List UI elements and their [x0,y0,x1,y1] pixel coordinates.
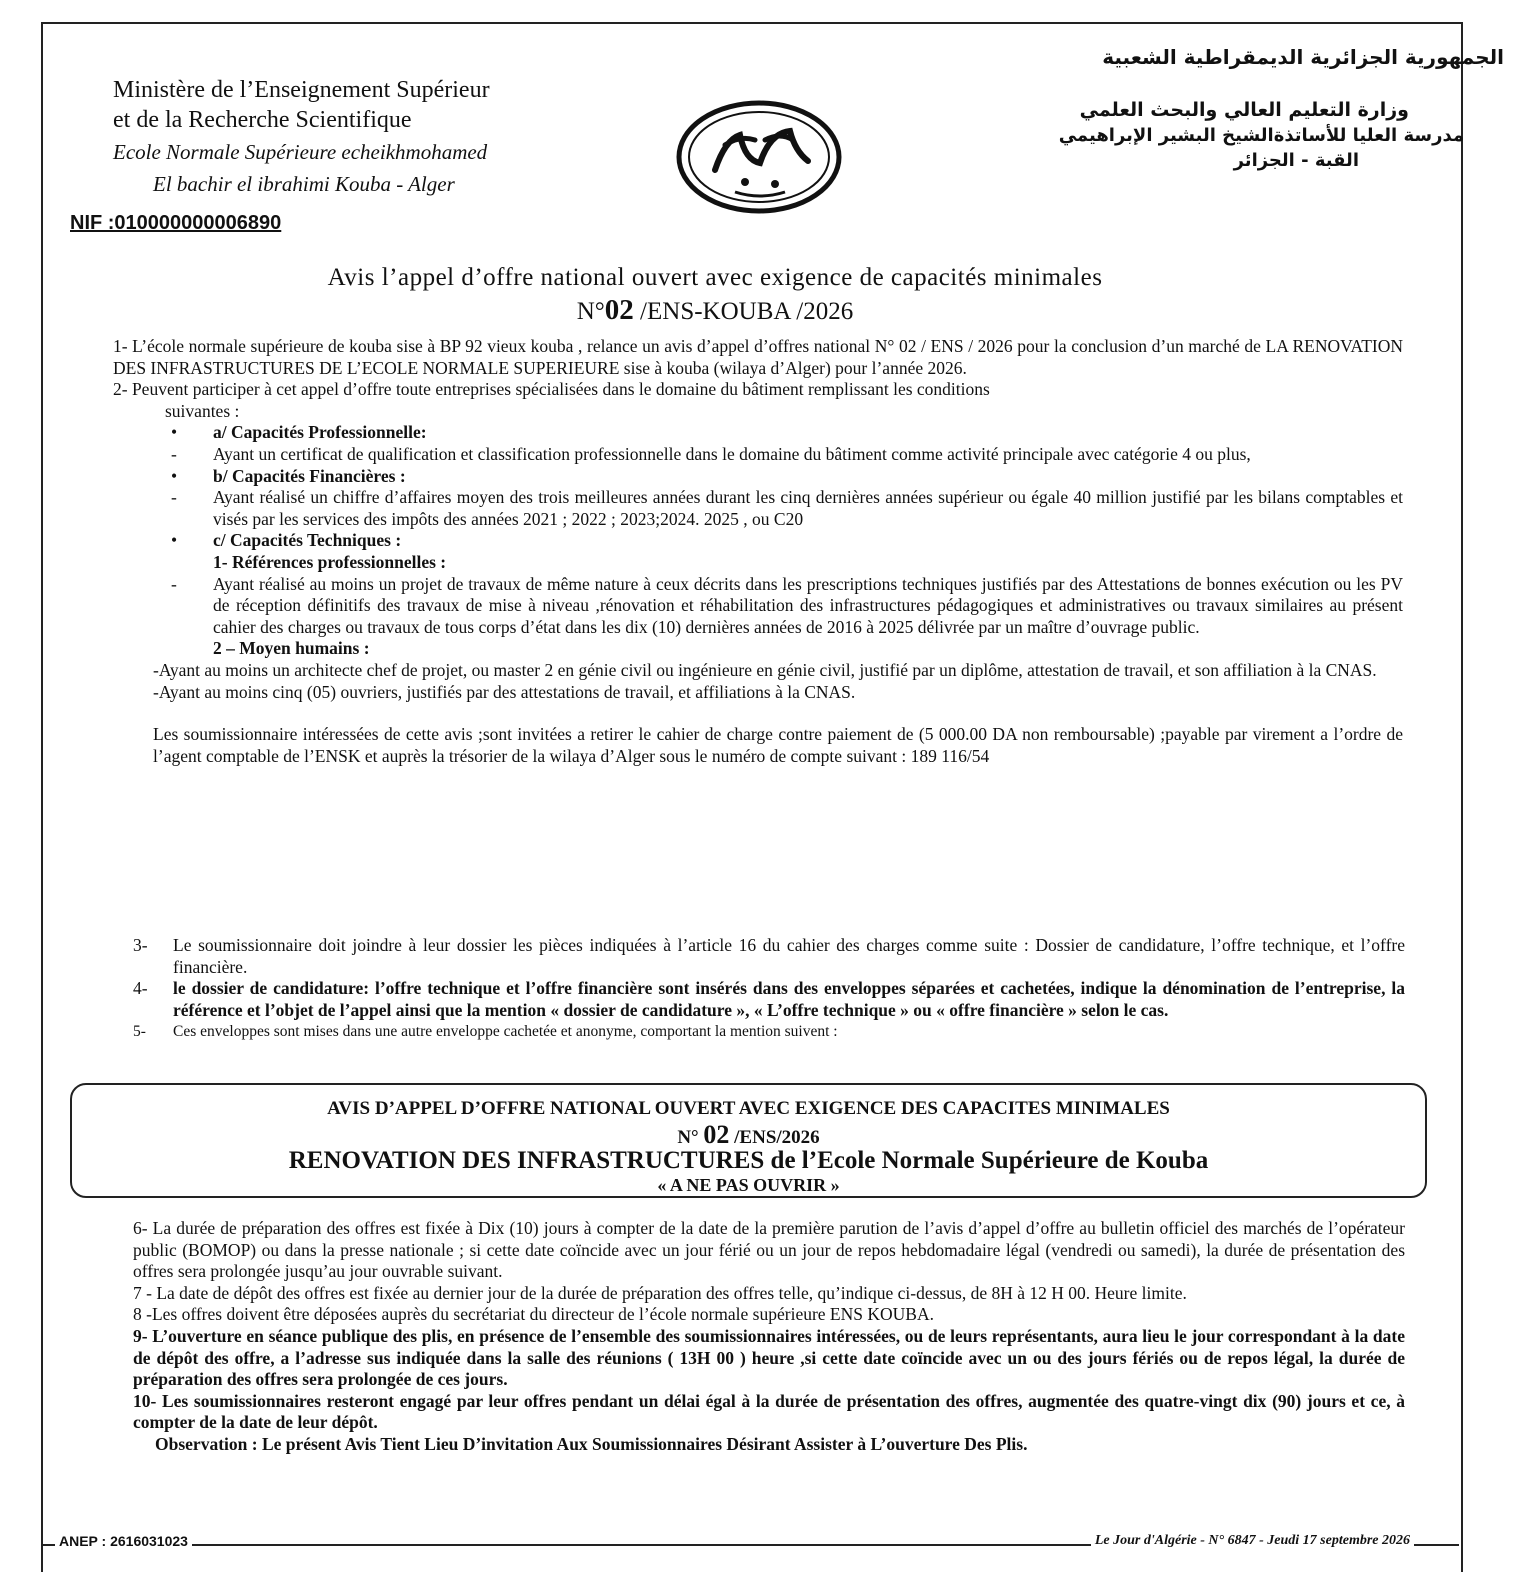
references-title [113,552,1403,574]
notice-number [0,294,1430,327]
box-project-title: RENOVATION DES INFRASTRUCTURES de l’Ecole Normale Supérieure de Kouba [288,1147,1209,1174]
section-5-number: 5- [133,1023,146,1041]
section-5 [133,1021,1405,1043]
notice-number-suffix: /ENS-KOUBA /2026 [640,298,854,325]
arabic-location: القبة - الجزائر [1233,150,1359,171]
school-line-1: Ecole Normale Supérieure echeikhmohamed [113,140,488,164]
notice-number-prefix: N° [576,298,605,325]
section-4-number: 4- [133,978,148,999]
financial-title: • b/ Capacités Financières : [113,466,1403,488]
arabic-ministry: وزارة التعليم العالي والبحث العلمي [1079,99,1409,121]
box-do-not-open: « A NE PAS OUVRIR » [657,1175,840,1195]
observation: Observation : Le présent Avis Tient Lieu D’invitation Aux Soumissionnaires Désirant Assister à L’ouverture Des Plis. [155,1433,1028,1454]
section-7: 7 - La date de dépôt des offres est fixée au dernier jour de la durée de préparation des offres telle, qu’indique ci-dessus, de 8H à 12 H 00. Heure limite. [133,1282,1187,1303]
human-item-1: -Ayant au moins un architecte chef de projet, ou master 2 en génie civil ou ingénieure en génie civil, justifié par un diplôme, attestation de travail, et son affiliation à la CNAS. [153,659,1377,680]
header-arabic [849,45,1504,171]
envelope-mention-box [70,1083,1427,1198]
anep-reference: ANEP : 2616031023 [55,1533,192,1549]
technical-title: • c/ Capacités Techniques : [113,530,1403,552]
submission-paragraph: Les soumissionnaire intéressées de cette avis ;sont invitées a retirer le cahier de charge contre paiement de (5 000.00 DA non remboursable) ;payable par virement a l’ordre de l’agent comptable de l’ENSK et auprès la trésorier de la wilaya d’Alger sous le numéro de compte suivant : 189 116/54 [153,724,1403,766]
references-title-text: 1- Références professionnelles : [213,551,447,572]
school-seal-logo [675,100,843,214]
section-3 [133,935,1405,978]
box-heading: AVIS D’APPEL D’OFFRE NATIONAL OUVERT AVEC EXIGENCE DES CAPACITES MINIMALES [327,1098,1170,1119]
header-french [113,75,673,199]
professional-item: - Ayant un certificat de qualification et classification professionnelle dans le domaine du bâtiment comme activité principale avec catégorie 4 ou plus, [113,444,1403,466]
nif-number: NIF :010000000006890 [70,212,282,234]
section-3-text: Le soumissionnaire doit joindre à leur dossier les pièces indiquées à l’article 16 du cahier des charges comme suite : Dossier de candidature, l’offre technique, et l’offre financière. [173,935,1405,977]
section-2-cont: suivantes : [165,400,240,421]
notice-title: Avis l’appel d’offre national ouvert avec exigence de capacités minimales [327,264,1103,291]
professional-text: Ayant un certificat de qualification et classification professionnelle dans le domaine du bâtiment comme activité principale avec catégorie 4 ou plus, [213,443,1251,464]
human-title-text: 2 – Moyen humains : [213,638,370,659]
school-line-2: El bachir el ibrahimi Kouba - Alger [153,172,455,196]
technical-title-text: c/ Capacités Techniques : [213,530,402,551]
ministry-line-2: et de la Recherche Scientifique [113,107,412,133]
human-title [113,638,1403,660]
sections-3-5 [133,935,1405,1043]
ministry-line-1: Ministère de l’Enseignement Supérieur [113,77,490,103]
journal-reference: Le Jour d'Algérie - N° 6847 - Jeudi 17 septembre 2026 [1091,1533,1414,1549]
financial-item: - Ayant réalisé un chiffre d’affaires moyen des trois meilleures années durant les cinq dernières années supérieur ou égale 40 million justifié par les bilans comptables et visés par les services des impôts des années 2021 ; 2022 ; 2023;2024. 2025 , ou C20 [171,487,1403,529]
notice-body [113,336,1403,767]
box-number [72,1120,1425,1150]
section-6: 6- La durée de préparation des offres est fixée à Dix (10) jours à compter de la date de la première parution de l’avis d’appel d’offre au bulletin officiel des marchés de l’opérateur public (BOMOP) ou dans la presse nationale ; si cette date coïncide avec un jour férié ou un jour de repos hebdomadaire légal (vendredi ou samedi), la durée de présentation des offres sera prolongée jusqu’au jour ouvrable suivant. [133,1218,1405,1282]
notice-number-value: 02 [604,294,634,326]
box-number-value: 02 [703,1120,730,1149]
professional-title: • a/ Capacités Professionnelle: [113,422,1403,444]
section-8: 8 -Les offres doivent être déposées auprès du secrétariat du directeur de l’école normale supérieure ENS KOUBA. [133,1304,934,1325]
box-number-suffix: /ENS/2026 [734,1127,820,1148]
references-text: Ayant réalisé au moins un projet de travaux de même nature à ceux décrits dans les prescriptions techniques justifiés par des Attestations de bonnes exécution ou les PV de réception définitifs des travaux de mise à niveau ,rénovation et réhabilitation des infrastructures pédagogiques et administratives ou travaux similaires au présent cahier des charges ou travaux de tous corps d’état dans les dix (10) dernières années de 2016 à 2025 délivrée par un maître d’ouvrage public. [213,573,1403,637]
professional-title-text: a/ Capacités Professionnelle: [213,422,427,443]
section-10: 10- Les soumissionnaires resteront engagé par leur offres pendant un délai égal à la durée de présentation des offres, augmentée des quatre-vingt dix (90) jours et ce, à compter de la date de leur dépôt. [133,1390,1405,1433]
box-number-prefix: N° [677,1127,699,1148]
financial-text: Ayant réalisé un chiffre d’affaires moyen des trois meilleures années durant les cinq dernières années supérieur ou égale 40 million justifié par les bilans comptables et visés par les services des impôts des années 2021 ; 2022 ; 2023;2024. 2025 , ou C20 [213,487,1403,529]
section-9: 9- L’ouverture en séance publique des plis, en présence de l’ensemble des soumissionnaires intéressées, ou de leurs représentants, aura lieu le jour correspondant à la date de dépôt des offre, a l’adresse sus indiquée dans la salle des réunions ( 13H 00 ) heure ,si cette date coïncide avec un ou des jours fériés ou de repos légal, la durée de préparation des offres sera prolongée de ces jours. [133,1325,1405,1390]
section-4-text: le dossier de candidature: l’offre technique et l’offre financière sont insérés dans des enveloppes séparées et cachetées, indique la dénomination de l’entreprise, la référence et l’objet de l’appel ainsi que la mention « dossier de candidature », « L’offre technique » ou « offre financière » selon le cas. [173,978,1405,1020]
arabic-school: مدرسة العليا للأساتذةالشيخ البشير الإبراهيمي [1058,125,1464,146]
section-3-number: 3- [133,935,148,955]
section-4 [133,978,1405,1021]
human-item-2: -Ayant au moins cinq (05) ouvriers, justifiés par des attestations de travail, et affiliations à la CNAS. [153,681,856,702]
section-5-text: Ces enveloppes sont mises dans une autre enveloppe cachetée et anonyme, comportant la mention suivent : [173,1023,838,1041]
sections-6-10 [133,1218,1405,1456]
arabic-republic: الجمهورية الجزائرية الديمقراطية الشعبية [1102,45,1504,69]
footer [41,1533,1459,1563]
financial-title-text: b/ Capacités Financières : [213,465,406,486]
references-item: - Ayant réalisé au moins un projet de travaux de même nature à ceux décrits dans les prescriptions techniques justifiés par des Attestations de bonnes exécution ou les PV de réception définitifs des travaux de mise à niveau ,rénovation et réhabilitation des infrastructures pédagogiques et administratives ou travaux similaires au présent cahier des charges ou travaux de tous corps d’état dans les dix (10) dernières années de 2016 à 2025 délivrée par un maître d’ouvrage public. [171,573,1403,637]
section-1: 1- L’école normale supérieure de kouba sise à BP 92 vieux kouba , relance un avis d’appel d’offres national N° 02 / ENS / 2026 pour la conclusion d’un marché de LA RENOVATION DES INFRASTRUCTURES DE L’ECOLE NORMALE SUPERIEURE sise à kouba (wilaya d’Alger) pour l’année 2026. [113,336,1403,378]
section-2: 2- Peuvent participer à cet appel d’offre toute entreprises spécialisées dans le domaine du bâtiment remplissant les conditions [113,379,990,400]
